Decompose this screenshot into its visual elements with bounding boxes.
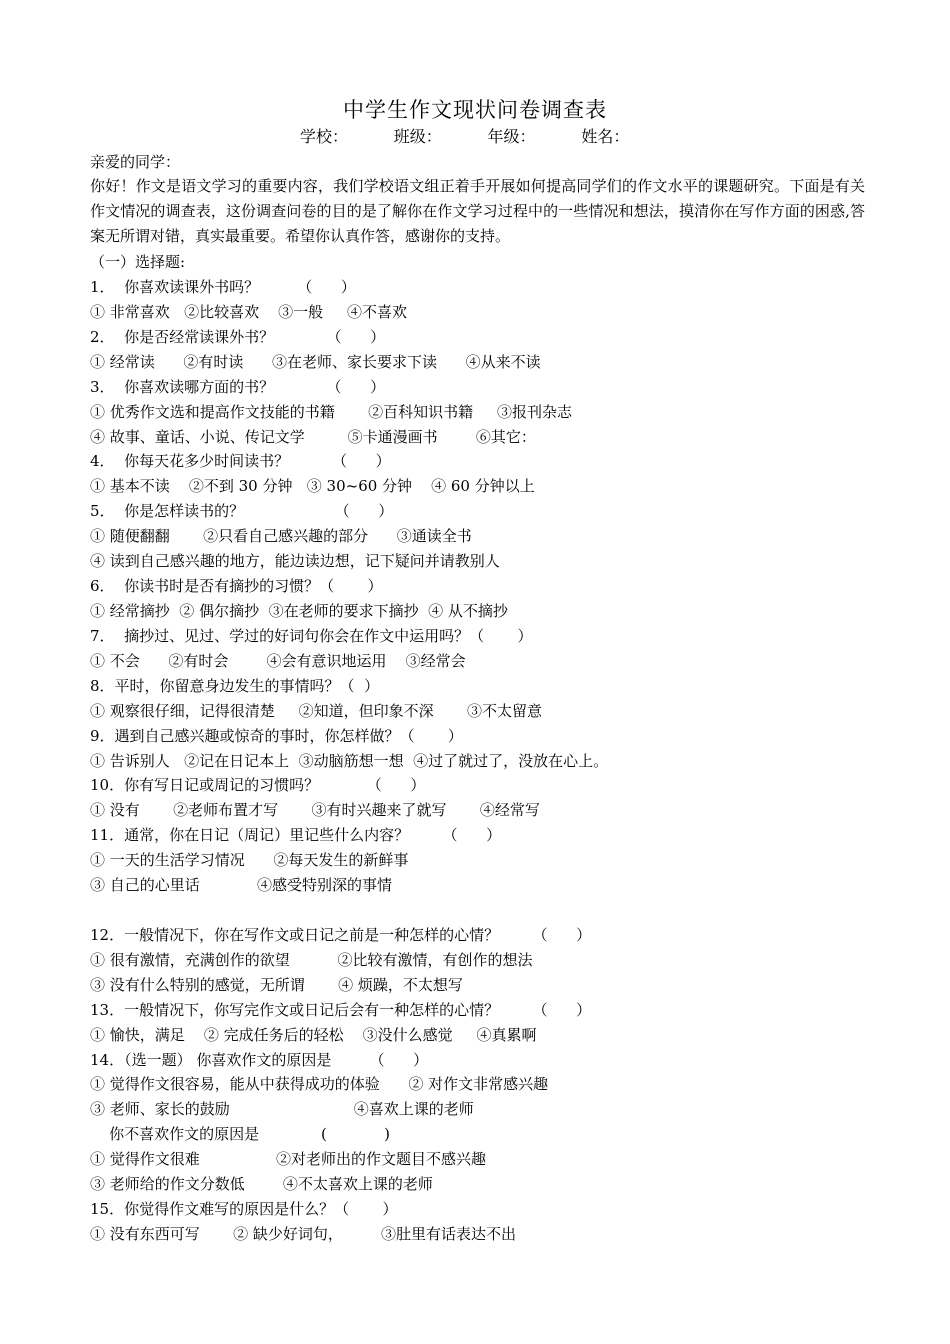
question-line: ① 观察很仔细，记得很清楚 ②知道，但印象不深 ③不太留意	[90, 701, 542, 720]
page-title: 中学生作文现状问卷调查表	[343, 98, 607, 122]
intro-paragraph: 你好！作文是语文学习的重要内容，我们学校语文组正着手开展如何提高同学们的作文水平的课题研究。下面是有关作文情况的调查表，这份调查问卷的目的是了解你在作文学习过程中的一些情况和想法，摸清你在写作方面的困惑,答案无所谓对错，真实最重要。希望你认真作答，感谢你的支持。	[90, 177, 865, 245]
question-line: 5． 你是怎样读书的？ （ ）	[90, 502, 394, 521]
question-line: 9．遇到自己感兴趣或惊奇的事时，你怎样做？（ ）	[90, 726, 463, 745]
question-line: ① 觉得作文很容易，能从中获得成功的体验 ② 对作文非常感兴趣	[90, 1075, 549, 1094]
question-line: ① 告诉别人 ②记在日记本上 ③动脑筋想一想 ④过了就过了，没放在心上。	[90, 751, 609, 770]
question-line: ③ 没有什么特别的感觉，无所谓 ④ 烦躁，不太想写	[90, 975, 463, 994]
question-line: ① 觉得作文很难 ②对老师出的作文题目不感兴趣	[90, 1150, 487, 1169]
greeting: 亲爱的同学：	[90, 153, 181, 171]
question-line: 1． 你喜欢读课外书吗？ （ ）	[90, 278, 356, 296]
question-line: ① 不会 ②有时会 ④会有意识地运用 ③经常会	[90, 651, 466, 670]
question-line: ① 非常喜欢 ②比较喜欢 ③一般 ④不喜欢	[90, 302, 407, 321]
question-line: ① 没有东西可写 ② 缺少好词句， ③肚里有话表达不出	[90, 1225, 517, 1243]
question-line: ① 一天的生活学习情况 ②每天发生的新鲜事	[90, 851, 409, 870]
question-line: ① 优秀作文选和提高作文技能的书籍 ②百科知识书籍 ③报刊杂志	[90, 402, 572, 421]
question-line: ① 随便翻翻 ②只看自己感兴趣的部分 ③通读全书	[90, 527, 472, 546]
question-line: ① 很有激情，充满创作的欲望 ②比较有激情，有创作的想法	[90, 950, 533, 969]
question-line: 11．通常，你在日记（周记）里记些什么内容？ （ ）	[90, 826, 502, 845]
question-line: 14．（选一题） 你喜欢作文的原因是 （ ）	[90, 1050, 429, 1069]
question-line: 6． 你读书时是否有摘抄的习惯？（ ）	[90, 577, 383, 595]
question-line: 8．平时，你留意身边发生的事情吗？（ ）	[90, 676, 380, 695]
question-line: 4． 你每天花多少时间读书？ （ ）	[90, 452, 391, 471]
question-line: ③ 自己的心里话 ④感受特别深的事情	[90, 876, 392, 895]
question-line: ④ 读到自己感兴趣的地方，能边读边想，记下疑问并请教别人	[90, 552, 500, 571]
question-line: ③ 老师、家长的鼓励 ④喜欢上课的老师	[90, 1100, 474, 1119]
question-line: ① 没有 ②老师布置才写 ③有时兴趣来了就写 ④经常写	[90, 801, 540, 820]
question-line: 10．你有写日记或周记的习惯吗？ （ ）	[90, 776, 426, 795]
question-line: 3． 你喜欢读哪方面的书？ （ ）	[90, 377, 386, 396]
question-line: ④ 故事、童话、小说、传记文学 ⑤卡通漫画书 ⑥其它：	[90, 427, 536, 446]
question-line: ① 经常摘抄 ② 偶尔摘抄 ③在老师的要求下摘抄 ④ 从不摘抄	[90, 602, 508, 620]
question-line: 你不喜欢作文的原因是 ( )	[90, 1125, 390, 1144]
question-line: ① 愉快，满足 ② 完成任务后的轻松 ③没什么感觉 ④真累啊	[90, 1025, 537, 1044]
question-line: 15．你觉得作文难写的原因是什么？（ ）	[90, 1200, 398, 1218]
question-line: 12．一般情况下，你在写作文或日记之前是一种怎样的心情？ （ ）	[90, 925, 592, 944]
section-heading: （一）选择题:	[90, 253, 186, 271]
question-line: ① 经常读 ②有时读 ③在老师、家长要求下读 ④从来不读	[90, 352, 541, 371]
question-line: ③ 老师给的作文分数低 ④不太喜欢上课的老师	[90, 1175, 433, 1194]
question-line: 2． 你是否经常读课外书？ （ ）	[90, 327, 386, 346]
student-info-fields: 学校： 班级： 年级： 姓名：	[300, 127, 630, 146]
question-line: 7． 摘抄过、见过、学过的好词句你会在作文中运用吗？（ ）	[90, 626, 533, 645]
question-line: ① 基本不读 ②不到 30 分钟 ③ 30~60 分钟 ④ 60 分钟以上	[90, 477, 535, 496]
question-line: 13．一般情况下，你写完作文或日记后会有一种怎样的心情？ （ ）	[90, 1000, 592, 1019]
